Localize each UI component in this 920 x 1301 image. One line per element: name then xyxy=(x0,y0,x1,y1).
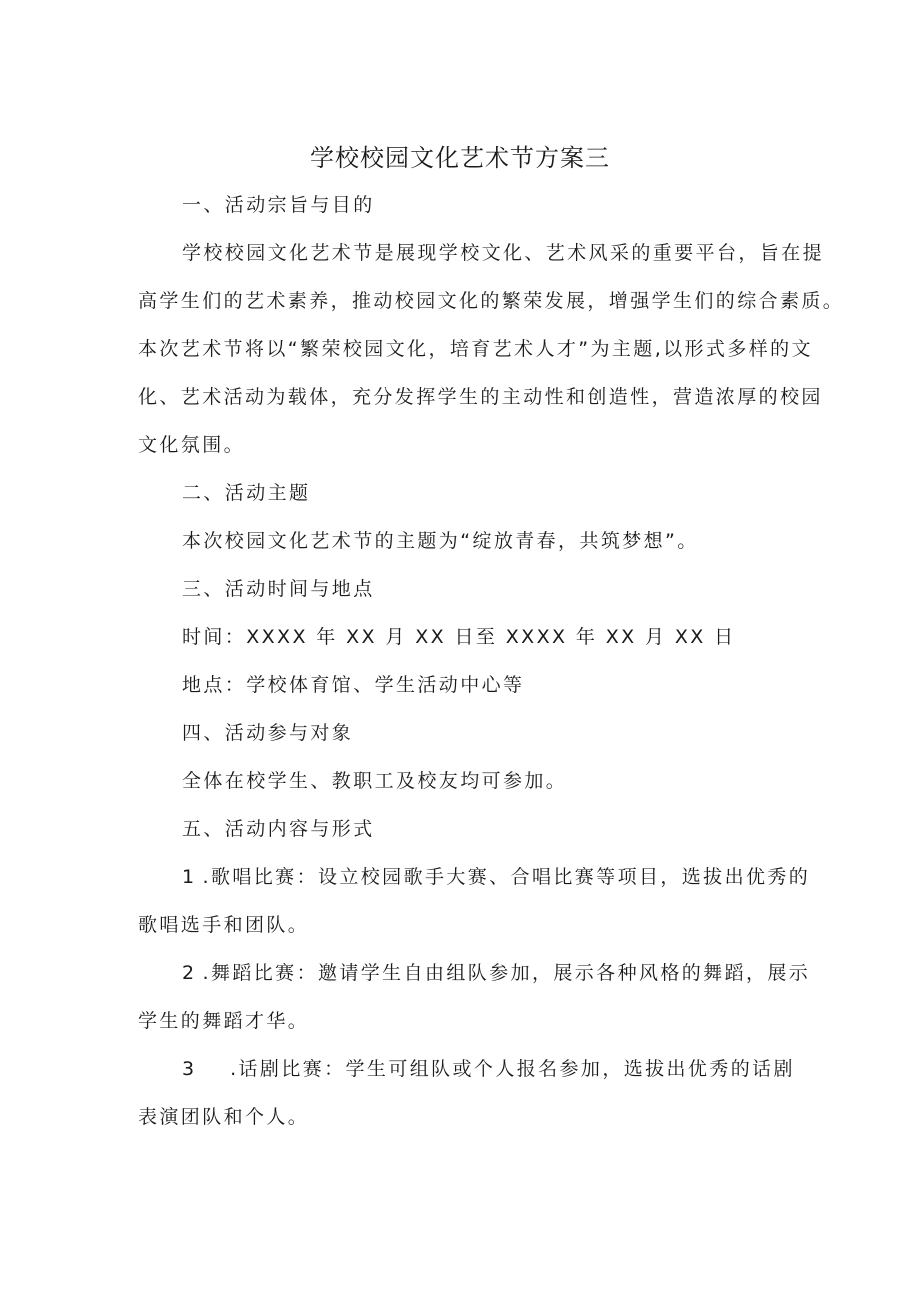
section-heading-content: 五、活动内容与形式 xyxy=(182,818,375,840)
paragraph-line: 文化氛围。 xyxy=(138,434,246,456)
paragraph-line: 高学生们的艺术素养，推动校园文化的繁荣发展，增强学生们的综合素质。 xyxy=(138,290,845,312)
list-item-number: 1 xyxy=(182,866,195,888)
list-item-dance xyxy=(182,958,842,988)
paragraph-line: 学校校园文化艺术节是展现学校文化、艺术风采的重要平台，旨在提 xyxy=(182,242,825,264)
activity-place: 地点：学校体育馆、学生活动中心等 xyxy=(182,674,525,696)
list-item-drama xyxy=(182,1054,842,1084)
paragraph-line: 本次艺术节将以“繁荣校园文化，培育艺术人才”为主题,以形式多样的文 xyxy=(138,338,813,360)
section-heading-theme: 二、活动主题 xyxy=(182,482,311,504)
list-item-text: .舞蹈比赛：邀请学生自由组队参加，展示各种风格的舞蹈，展示 xyxy=(194,962,811,984)
list-item-number: 2 xyxy=(182,962,195,984)
list-item-text: .话剧比赛：学生可组队或个人报名参加，选拔出优秀的话剧 xyxy=(230,1058,795,1080)
list-item-text: .歌唱比赛：设立校园歌手大赛、合唱比赛等项目，选拔出优秀的 xyxy=(194,866,811,888)
list-item-continuation: 学生的舞蹈才华。 xyxy=(138,1010,310,1032)
section-heading-time-place: 三、活动时间与地点 xyxy=(182,578,375,600)
paragraph-line: 全体在校学生、教职工及校友均可参加。 xyxy=(182,770,568,792)
list-item-number: 3 xyxy=(182,1058,195,1080)
paragraph-line: 本次校园文化艺术节的主题为“绽放青春，共筑梦想”。 xyxy=(182,530,699,552)
section-heading-participants: 四、活动参与对象 xyxy=(182,722,354,744)
paragraph-line: 化、艺术活动为载体，充分发挥学生的主动性和创造性，营造浓厚的校园 xyxy=(138,386,823,408)
section-heading-purpose: 一、活动宗旨与目的 xyxy=(182,194,375,216)
list-item-continuation: 表演团队和个人。 xyxy=(138,1106,310,1128)
activity-time: 时间：XXXX 年 XX 月 XX 日至 XXXX 年 XX 月 XX 日 xyxy=(182,626,736,648)
document-title: 学校校园文化艺术节方案三 xyxy=(310,144,610,172)
list-item-singing xyxy=(182,862,842,892)
list-item-continuation: 歌唱选手和团队。 xyxy=(138,914,310,936)
